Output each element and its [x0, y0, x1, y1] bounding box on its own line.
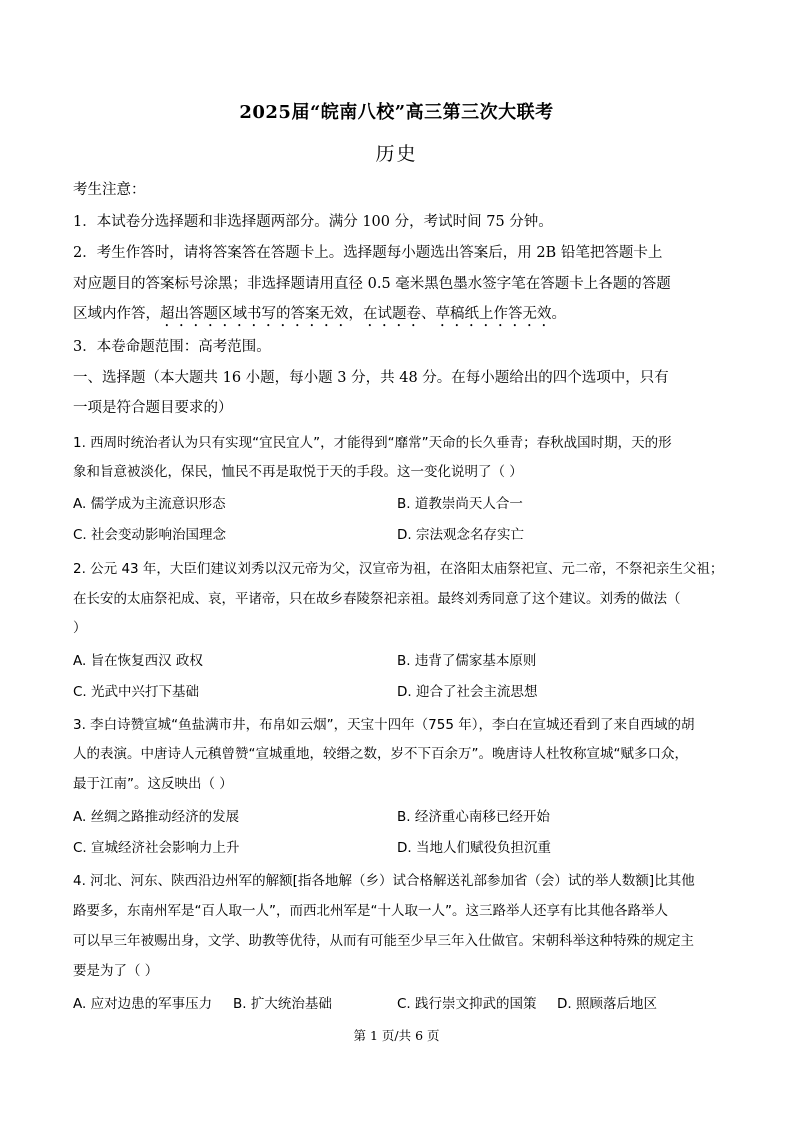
question-2-option-d: D. 迎合了社会主流思想 — [397, 684, 538, 700]
question-2-stem: 在长安的太庙祭祀成、哀，平诸帝，只在故乡春陵祭祀亲祖。最终刘秀同意了这个建议。刘秀的做法（ — [73, 591, 681, 607]
subject-title: 历史 — [375, 143, 418, 165]
section-heading-line-1: 一、选择题（本大题共 16 小题，每小题 3 分，共 48 分。在每小题给出的四个选项中，只有 — [73, 370, 669, 386]
question-1-option-d: D. 宗法观念名存实亡 — [397, 527, 524, 543]
notice-heading: 考生注意： — [73, 182, 146, 198]
section-heading-line-2: 一项是符合题目要求的） — [73, 400, 233, 416]
notice-item-1: 1．本试卷分选择题和非选择题两部分。满分 100 分，考试时间 75 分钟。 — [73, 214, 553, 230]
notice-text: 区域内作答， — [73, 306, 160, 322]
page-number: 第 1 页/共 6 页 — [353, 1028, 440, 1043]
question-3-stem: 人的表演。中唐诗人元稹曾赞“宣城重地，较缗之数，岁不下百余万”。晚唐诗人杜牧称宣城“赋多口众， — [73, 746, 688, 762]
question-4-stem: 路要多，东南州军是“百人取一人”，而西北州军是“十人取一人”。这三路举人还享有比其他各路举人 — [73, 903, 668, 919]
notice-item-2-line-2: 对应题目的答案标号涂黑；非选择题请用直径 0.5 毫米黑色墨水签字笔在答题卡上各题的答题 — [73, 276, 671, 292]
emphasized-text: 草稿纸上作答无效 — [435, 306, 552, 322]
question-3-option-b: B. 经济重心南移已经开始 — [397, 809, 550, 825]
notice-item-3: 3．本卷命题范围：高考范围。 — [73, 339, 271, 355]
question-3-option-d: D. 当地人们赋役负担沉重 — [397, 840, 551, 856]
question-2-stem: 2. 公元 43 年，大臣们建议刘秀以汉元帝为父，汉宣帝为祖，在洛阳太庙祭祀宣、元二帝，不祭祀亲生父祖； — [73, 561, 724, 577]
question-2-option-a: A. 旨在恢复西汉 政权 — [73, 653, 203, 669]
question-4-option-b: B. 扩大统治基础 — [233, 996, 332, 1012]
question-4-stem: 可以早三年被赐出身，文学、助教等优待，从而有可能至少早三年入仕做官。宋朝科举这种特殊的规定主 — [73, 933, 694, 949]
question-1-option-c: C. 社会变动影响治国理念 — [73, 527, 227, 543]
question-4-option-c: C. 践行崇文抑武的国策 — [397, 996, 537, 1012]
question-4-stem: 4. 河北、河东、陕西沿边州军的解额[指各地解（乡）试合格解送礼部参加省（会）试的举人数额]比其他 — [73, 873, 695, 889]
notice-text: ， — [348, 306, 363, 322]
question-3-option-c: C. 宣城经济社会影响力上升 — [73, 840, 240, 856]
emphasized-text: 在试题卷 — [363, 306, 421, 322]
notice-text: 、 — [421, 306, 436, 322]
emphasized-text: 超出答题区域书写的答案无效 — [160, 306, 349, 322]
question-4-option-a: A. 应对边患的军事压力 — [73, 996, 213, 1012]
question-4-stem: 要是为了（ ） — [73, 963, 159, 979]
question-3-option-a: A. 丝绸之路推动经济的发展 — [73, 809, 240, 825]
exam-title: 2025届“皖南八校”高三第三次大联考 — [239, 102, 554, 123]
notice-item-2-line-1: 2．考生作答时，请将答案答在答题卡上。选择题每小题选出答案后，用 2B 铅笔把答题卡上 — [73, 245, 663, 261]
question-4-option-d: D. 照顾落后地区 — [557, 996, 657, 1012]
question-2-option-c: C. 光武中兴打下基础 — [73, 684, 200, 700]
question-1-stem: 1. 西周时统治者认为只有实现“宜民宜人”，才能得到“靡常”天命的长久垂青；春秋战国时期，天的形 — [73, 435, 672, 451]
question-1-stem: 象和旨意被淡化，保民，恤民不再是取悦于天的手段。这一变化说明了（ ） — [73, 464, 523, 480]
question-3-stem: 3. 李白诗赞宣城“鱼盐满市井，布帛如云烟”，天宝十四年（755 年），李白在宣城还看到了来自西域的胡 — [73, 717, 695, 733]
notice-item-2-line-3 — [73, 302, 566, 330]
question-3-stem: 最于江南”。这反映出（ ） — [73, 776, 233, 792]
question-1-option-a: A. 儒学成为主流意识形态 — [73, 496, 226, 512]
question-2-stem: ） — [73, 620, 87, 636]
question-1-option-b: B. 道教崇尚天人合一 — [397, 496, 523, 512]
question-2-option-b: B. 违背了儒家基本原则 — [397, 653, 537, 669]
notice-text: 。 — [551, 306, 566, 322]
